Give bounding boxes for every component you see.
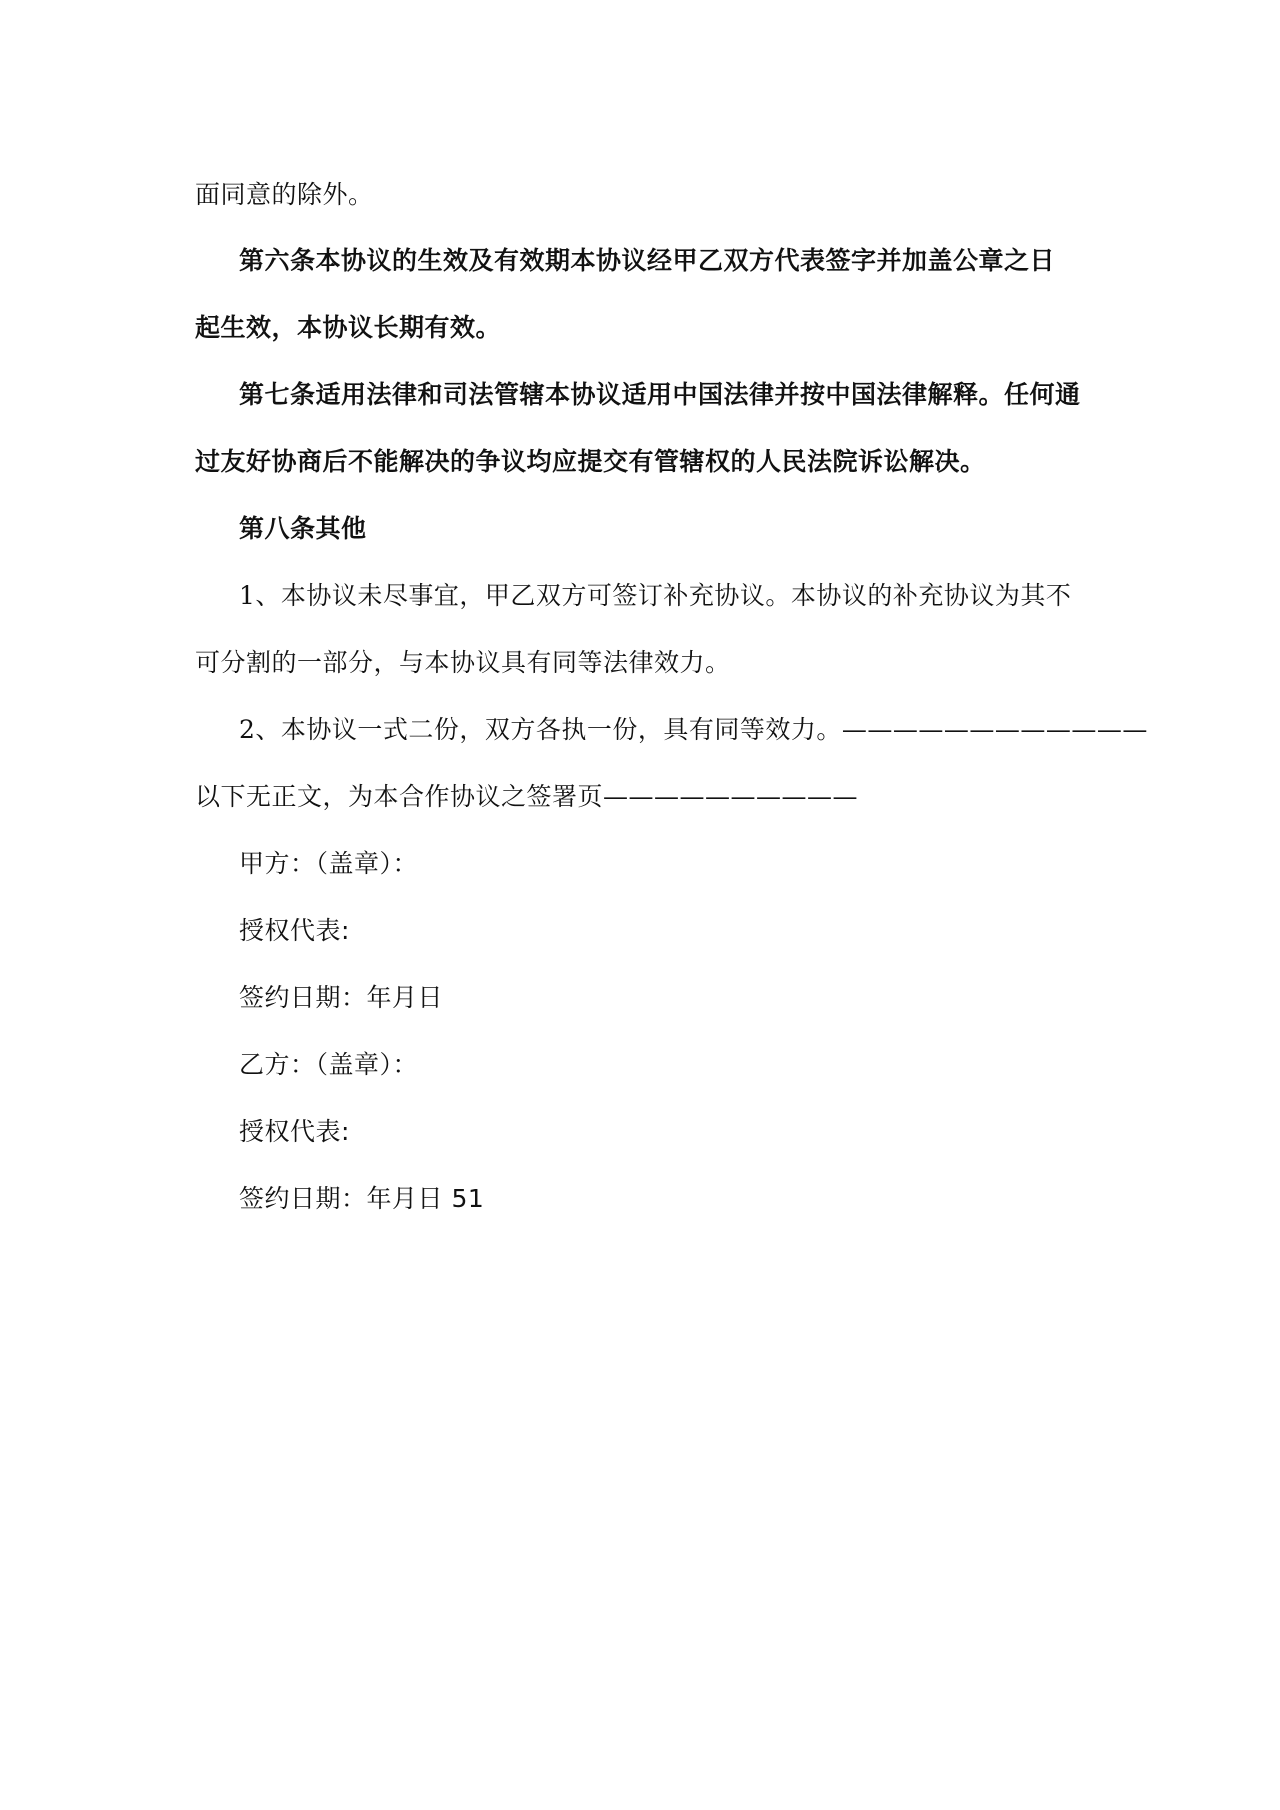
article-8-heading: 第八条其他 (239, 514, 367, 543)
clause-2-continuation-line: 以下无正文，为本合作协议之签署页—————————— (195, 782, 859, 811)
party-a-representative-label: 授权代表: (239, 916, 350, 945)
clause-1-continuation-line: 可分割的一部分，与本协议具有同等法律效力。 (195, 648, 731, 677)
clause-2-line: 2、本协议一式二份，双方各执一份，具有同等效力。———————————— (239, 715, 1148, 744)
party-b-representative-label: 授权代表: (239, 1117, 350, 1146)
party-a-date-label: 签约日期：年月日 (239, 983, 444, 1012)
party-b-date-label: 签约日期：年月日 51 (239, 1184, 485, 1213)
party-b-seal-label: 乙方：（盖章）： (239, 1050, 419, 1079)
article-7-heading-line: 第七条适用法律和司法管辖本协议适用中国法律并按中国法律解释。任何通 (239, 380, 1081, 409)
article-6-continuation-line: 起生效，本协议长期有效。 (195, 313, 502, 342)
article-6-heading-line: 第六条本协议的生效及有效期本协议经甲乙双方代表签字并加盖公章之日 (239, 246, 1056, 275)
clause-1-line: 1、本协议未尽事宜，甲乙双方可签订补充协议。本协议的补充协议为其不 (239, 581, 1072, 610)
article-7-continuation-line: 过友好协商后不能解决的争议均应提交有管辖权的人民法院诉讼解决。 (195, 447, 986, 476)
party-a-seal-label: 甲方：（盖章）： (239, 849, 419, 878)
paragraph-line: 面同意的除外。 (195, 180, 374, 209)
